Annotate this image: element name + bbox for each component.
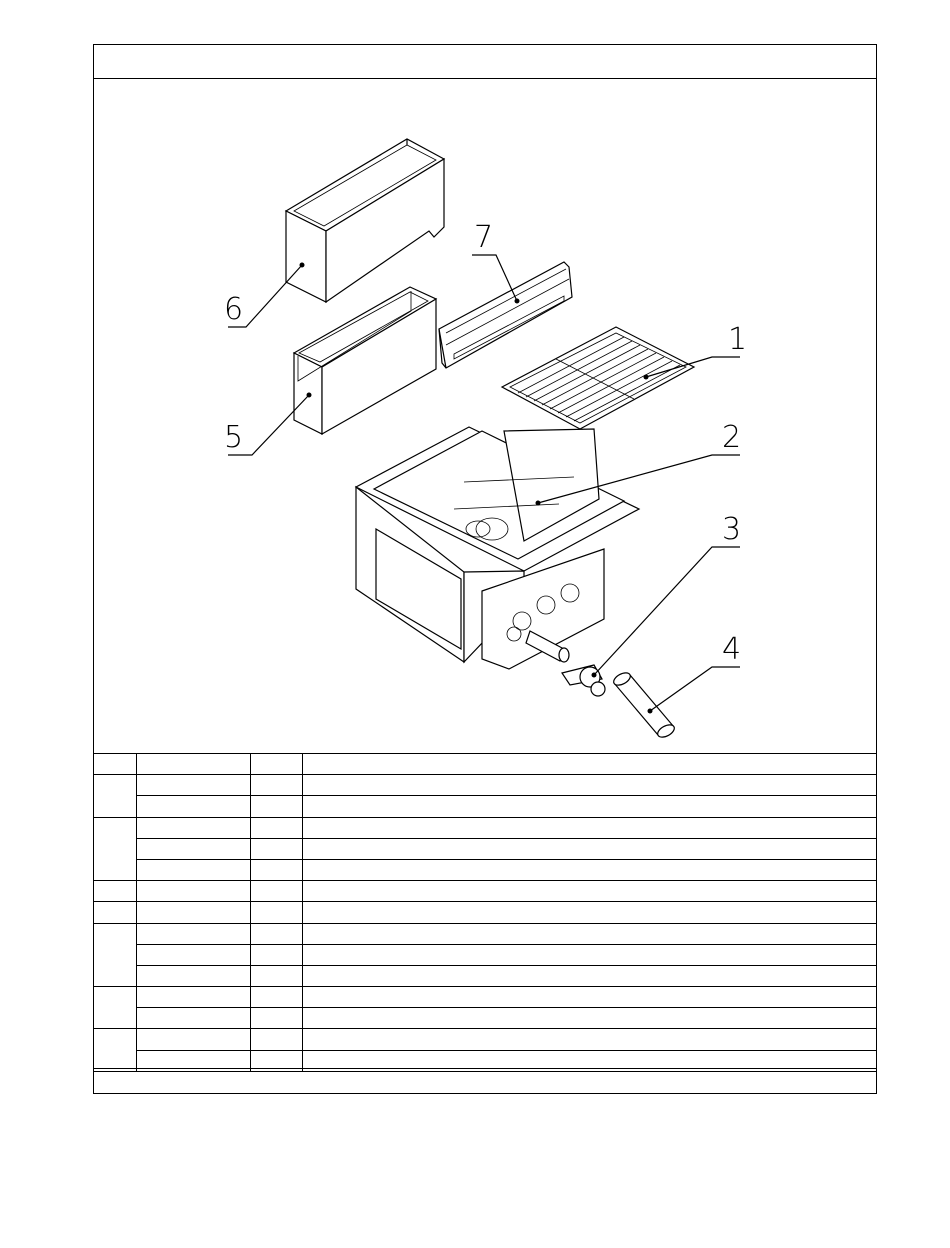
title-bar [94, 45, 876, 79]
table-row [94, 796, 876, 817]
part-3-drain-valve [526, 631, 605, 696]
table-row [94, 838, 876, 859]
part-1-wire-rack [502, 327, 694, 429]
table-header-row [94, 754, 876, 775]
table-row [94, 902, 876, 923]
table-row [94, 1008, 876, 1029]
svg-text:3: 3 [722, 512, 742, 547]
table-row [94, 817, 876, 838]
part-2-fryer-body [356, 427, 639, 669]
table-row [94, 859, 876, 880]
part-6-basket-rear [286, 139, 444, 302]
exploded-view-drawing [94, 79, 875, 753]
svg-text:4: 4 [722, 632, 742, 667]
part-7-support-rail [439, 262, 572, 368]
svg-text:2: 2 [722, 420, 742, 455]
table-row [94, 923, 876, 944]
table-row [94, 881, 876, 902]
table-row [94, 987, 876, 1008]
svg-text:5: 5 [224, 420, 244, 455]
callout-7 [472, 220, 517, 301]
svg-text:6: 6 [224, 292, 244, 327]
footer-row [94, 1068, 876, 1093]
callout-4 [650, 632, 741, 711]
part-5-basket-front [294, 287, 436, 434]
part-4-drain-pipe [612, 670, 677, 739]
table-row [94, 944, 876, 965]
parts-list-table [94, 753, 876, 1072]
table-row [94, 775, 876, 796]
table-row [94, 1029, 876, 1050]
drawing-sheet [93, 44, 877, 1094]
svg-text:1: 1 [728, 322, 748, 357]
callout-3 [594, 512, 741, 675]
svg-text:7: 7 [474, 220, 494, 255]
table-row [94, 965, 876, 986]
